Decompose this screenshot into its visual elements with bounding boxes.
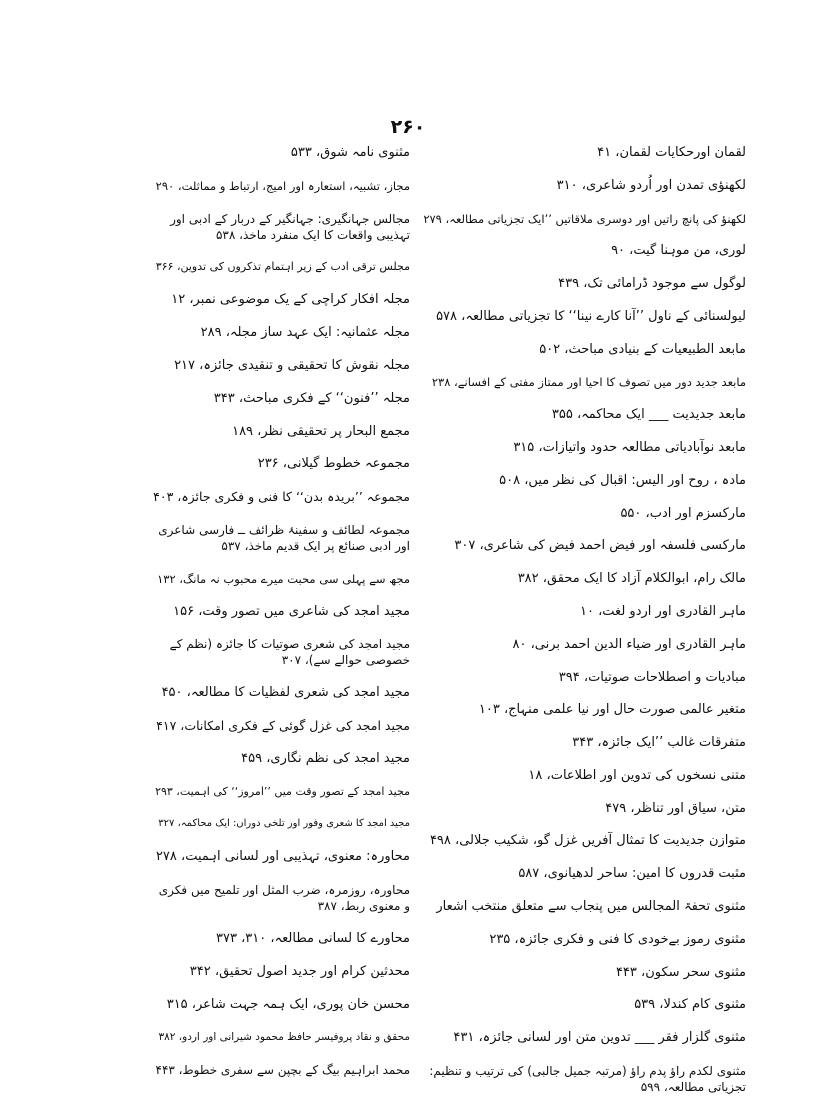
index-entry: لوگول سے موجود ڈرامائی تک، ۴۳۹	[558, 276, 746, 292]
index-entry: لوری، من موہنا گیت، ۹۰	[611, 243, 746, 259]
index-entry: ماہر القادری اور اردو لغت، ۱۰	[579, 603, 746, 619]
index-entry: مجمع البحار پر تحقیقی نظر، ۱۸۹	[232, 423, 410, 439]
index-entry: لقمان اورحکایات لقمان، ۴۱	[597, 145, 746, 160]
index-entry: مجید امجد کی غزل گوئی کے فکری امکانات، ۴۱۷	[156, 718, 410, 733]
index-entry: مجموعہ خطوط گیلانی، ۲۳۶	[257, 456, 410, 472]
index-entry: مبادیات و اصطلاحات صوتیات، ۳۹۴	[558, 669, 746, 685]
index-entry: مابعد الطبیعیات کے بنیادی مباحث، ۵۰۲	[539, 341, 746, 357]
index-entry: مادہ ، روح اور الیس: اقبال کی نظر میں، ۵۰۸	[499, 472, 746, 488]
index-entry: مجید امجد کے تصور وقت میں ’’امروز‘‘ کی اہمیت، ۲۹۳	[155, 784, 410, 798]
index-entry: متنی نسخوں کی تدوین اور اطلاعات، ۱۸	[528, 767, 746, 783]
index-entry: مثبت قدروں کا امین: ساحر لدھیانوی، ۵۸۷	[518, 866, 746, 882]
index-entry: مثنوی کام کندلا، ۵۳۹	[634, 997, 746, 1013]
index-entry: مابعد جدیدیت ___ ایک محاکمہ، ۳۵۵	[551, 407, 746, 423]
index-entry: محمد ابراہیم بیگ کے بچپن سے سفری خطوط، ۴۴۳	[155, 1063, 410, 1078]
index-entry: مجموعہ لطائف و سفینۂ ظرائف ــ فارسی شاعری اور ادبی صنائع پر ایک قدیم ماخذ، ۵۳۷	[158, 522, 410, 553]
index-entry: مثنوی رموز بےخودی کا فنی و فکری جائزہ، ۲۳۵	[489, 931, 746, 947]
index-entry: مجید امجد کا شعری وفور اور تلخی دوراں: ایک محاکمہ، ۳۲۷	[158, 818, 410, 830]
index-entry: محاورہ: معنوی، تہذیبی اور لسانی اہمیت، ۲۷۸	[155, 849, 410, 865]
index-entry: مجید امجد کی شعری صوتیات کا جائزہ (نظم کے خصوصی حوالے سے)، ۳۰۷	[169, 637, 410, 668]
index-entry: مجید امجد کی نظم نگاری، ۴۵۹	[241, 750, 410, 766]
index-entry: لکھنؤ کی پانچ راتیں اور دوسری ملاقاتیں ’’ایک تجزیاتی مطالعہ، ۲۷۹	[423, 211, 746, 226]
index-entry: مثنوی نامہ شوق، ۵۳۳	[290, 145, 410, 160]
index-entry: مجموعہ ’’بریدہ بدن‘‘ کا فنی و فکری جائزہ، ۴۰۳	[153, 489, 410, 505]
index-entry: مثنوی تحفۃ المجالس میں پنجاب سے متعلق منتخب اشعار	[436, 898, 746, 914]
index-entry: مجالس جہانگیری: جہانگیر کے دربار کے ادبی اور تہذیبی واقعات کا ایک منفرد ماخذ، ۵۳۸	[170, 211, 410, 242]
index-entry: لکھنؤی تمدن اور اُردو شاعری، ۳۱۰	[556, 177, 746, 193]
right-index-column	[420, 140, 746, 1107]
index-entry: محاورہ، روزمرہ، ضرب المثل اور تلمیح میں فکری و معنوی ربط، ۳۸۷	[158, 883, 410, 914]
index-entry: مثنوی گلزار فقر ___ تدوین متن اور لسانی جائزہ، ۴۳۱	[453, 1030, 746, 1046]
index-entry: مابعد جدید دور میں تصوف کا احیا اور ممتاز مفتی کے افسانے، ۲۳۸	[431, 375, 746, 390]
index-entry: مجھ سے پہلی سی محبت میرے محبوب نہ مانگ، ۱۳۲	[157, 571, 410, 586]
index-entry: مجید امجد کی شاعری میں تصور وقت، ۱۵۶	[173, 603, 410, 619]
index-entry: مجلہ نقوش کا تحقیقی و تنقیدی جائزہ، ۲۱۷	[174, 357, 410, 373]
index-entry: محسن خان پوری، ایک ہمہ جہت شاعر، ۳۱۵	[166, 996, 410, 1012]
index-entry: متن، سیاق اور تناظر، ۴۷۹	[605, 800, 746, 816]
index-entry: مجاز، تشبیہ، استعارہ اور امیج، ارتباط و مماثلت، ۲۹۰	[155, 178, 410, 193]
index-entry: مجلس ترقی ادب کے زیر اہتمام تذکروں کی تدوین، ۳۶۶	[155, 260, 410, 274]
index-entry: مارکسی فلسفہ اور فیض احمد فیض کی شاعری، ۳۰۷	[454, 538, 746, 554]
index-entry: مارکسزم اور ادب، ۵۵۰	[620, 505, 746, 521]
index-entry: ماہر القادری اور ضیاء الدین احمد برنی، ۸۰	[512, 636, 746, 652]
index-entry: مثنوی لکدم راؤ پدم راؤ (مرتبہ جمیل جالبی) کی ترتیب و تنظیم: تجزیاتی مطالعہ، ۵۹۹	[429, 1063, 746, 1094]
index-entry: محاورے کا لسانی مطالعہ، ۳۱۰، ۳۷۳	[215, 930, 410, 946]
index-entry: لیولسنائی کے ناول ’’آنا کارے نینا‘‘ کا تجزیاتی مطالعہ، ۵۷۸	[436, 308, 746, 324]
index-entry: مابعد نوآبادیاتی مطالعہ حدود واتیازات، ۳۱۵	[513, 440, 746, 456]
index-entry: مجلہ عثمانیہ: ایک عہد ساز مجلہ، ۲۸۹	[200, 325, 410, 341]
index-entry: مالک رام، ابوالکلام آزاد کا ایک محقق، ۳۸۲	[517, 571, 746, 587]
index-entry: مجلہ افکار کراچی کے یک موضوعی نمبر، ۱۲	[171, 292, 410, 308]
index-entry: محقق و نقاد پروفیسر حافظ محمود شیرانی اور اردو، ۳۸۲	[158, 1031, 410, 1044]
index-entry: مجید امجد کی شعری لفظیات کا مطالعہ، ۴۵۰	[161, 685, 410, 701]
page-number: ۲۶۰	[390, 116, 426, 138]
index-entry: مثنوی سحر سکون، ۴۴۳	[615, 964, 746, 980]
index-entry: متوازن جدیدیت کا تمثال آفریں غزل گو، شکیب جلالی، ۴۹۸	[429, 833, 746, 849]
index-entry: متغیر عالمی صورت حال اور نیا علمی منہاج، ۱۰۳	[478, 702, 746, 718]
index-entry: محدثین کرام اور جدید اصول تحقیق، ۳۴۲	[189, 963, 410, 979]
index-entry: متفرقات غالب ’’ایک جائزہ، ۳۴۳	[572, 735, 746, 751]
left-index-column	[150, 140, 410, 1090]
index-entry: مجلہ ’’فنون‘‘ کے فکری مباحث، ۳۴۳	[213, 390, 410, 406]
